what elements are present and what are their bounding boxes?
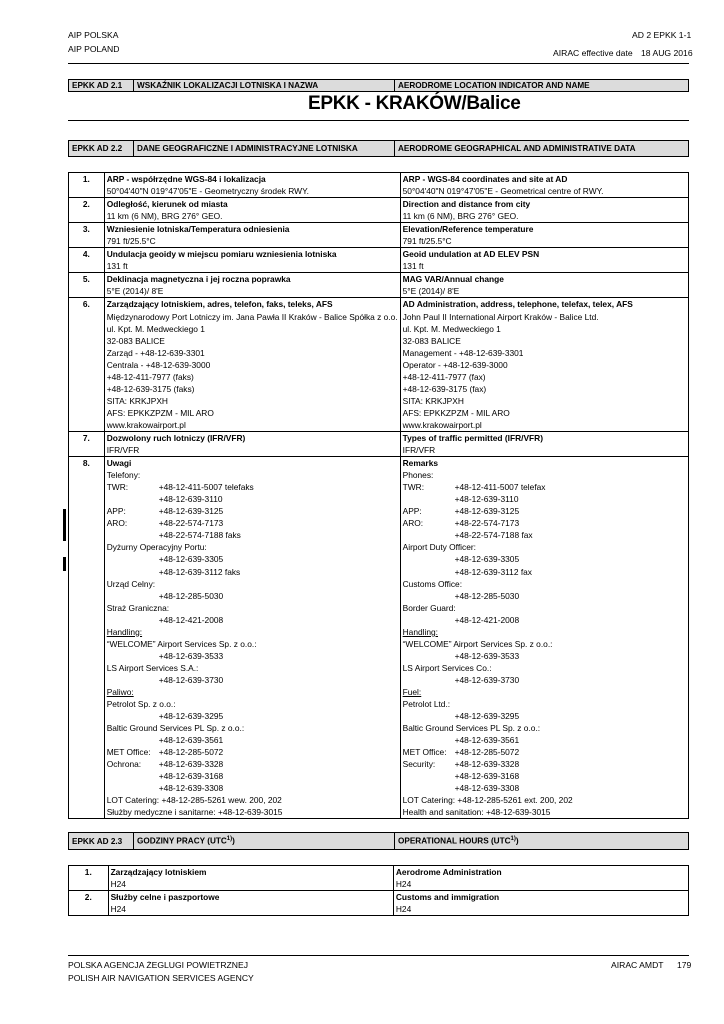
remark-value: +48-12-411-5007 telefax xyxy=(454,482,546,493)
row-number: 1. xyxy=(69,173,105,198)
row-value: Międzynarodowy Port Lotniczy im. Jana Pawła II Kraków - Balice Spółka z o.o. xyxy=(106,311,398,322)
section-title-en: AERODROME LOCATION INDICATOR AND NAME xyxy=(395,80,689,92)
aerodrome-title: EPKK - KRAKÓW/Balice xyxy=(308,93,521,114)
section-2-1-header xyxy=(68,79,689,92)
row-number: 3. xyxy=(69,223,105,248)
remark-text: LS Airport Services S.A.: xyxy=(106,662,199,673)
remark-text: Handling: xyxy=(106,626,143,637)
change-bar xyxy=(63,509,66,541)
row-heading: ARP - WGS-84 coordinates and site at AD xyxy=(402,174,568,184)
row-value: 131 ft xyxy=(106,261,128,272)
row-value: +48-12-639-3175 (fax) xyxy=(402,383,487,394)
remark-line xyxy=(107,806,398,818)
remark-value: +48-12-285-5030 xyxy=(454,590,520,601)
remark-value: +48-12-639-3110 xyxy=(454,494,519,505)
remark-line xyxy=(403,650,686,662)
remark-value: +48-12-421-2008 xyxy=(158,614,224,625)
remark-value: +48-12-639-3533 xyxy=(454,650,520,661)
table-row xyxy=(69,223,689,248)
table-row xyxy=(69,198,689,223)
row-value: IFR/VFR xyxy=(402,445,436,456)
remark-text: Baltic Ground Services PL Sp. z o.o.: xyxy=(402,723,541,734)
remark-text: Służby medyczne i sanitarne: +48-12-639-3015 xyxy=(106,807,283,818)
row-value: 131 ft xyxy=(402,261,424,272)
section-code: EPKK AD 2.2 xyxy=(69,141,134,157)
remark-line xyxy=(107,626,398,638)
section-title-pl: WSKAŹNIK LOKALIZACJI LOTNISKA I NAZWA xyxy=(134,80,395,92)
remark-value: +48-12-639-3112 fax xyxy=(454,566,532,577)
cell-pl xyxy=(104,173,400,198)
remark-value: +48-12-639-3295 xyxy=(454,711,520,722)
remark-value: +48-12-639-3305 xyxy=(158,554,224,565)
row-heading: Elevation/Reference temperature xyxy=(402,224,534,235)
row-number: 7. xyxy=(69,431,105,456)
remark-line xyxy=(403,674,686,686)
remark-value: +48-12-285-5072 xyxy=(158,747,224,758)
row-value: +48-12-639-3175 (faks) xyxy=(106,383,195,394)
section-2-2-header xyxy=(68,140,689,157)
table-row xyxy=(69,431,689,456)
remark-line xyxy=(403,469,686,481)
remark-line xyxy=(107,686,398,698)
remark-text: LOT Catering: +48-12-285-5261 wew. 200, 202 xyxy=(106,795,282,806)
remark-value: +48-12-639-3168 xyxy=(454,771,520,782)
remark-line xyxy=(403,734,686,746)
remark-line xyxy=(107,590,398,602)
table-row xyxy=(69,273,689,298)
row-heading: ARP - współrzędne WGS-84 i lokalizacja xyxy=(106,174,266,184)
table-row xyxy=(69,248,689,273)
row-value: John Paul II International Airport Kraków - Balice Ltd. xyxy=(402,311,599,322)
row-value: SITA: KRKJPXH xyxy=(106,395,168,406)
remark-label: TWR: xyxy=(402,482,425,493)
row-value: ul. Kpt. M. Medweckiego 1 xyxy=(402,323,501,334)
remark-text: Customs Office: xyxy=(402,578,463,589)
footer-amdt-label: AIRAC AMDT xyxy=(611,960,664,970)
row-heading: Służby celne i paszportowe xyxy=(110,892,220,903)
row-value: 50°04'40"N 019°47'05"E - Geometrical centre of RWY. xyxy=(402,186,604,197)
remark-line xyxy=(403,602,686,614)
section-title-pl: GODZINY PRACY (UTC$^{1)}$) xyxy=(134,833,395,850)
remark-text: Handling: xyxy=(402,626,439,637)
table-row xyxy=(69,891,689,916)
row-number: 5. xyxy=(69,273,105,298)
remark-line xyxy=(403,553,686,565)
table-row xyxy=(69,866,689,891)
cell-pl xyxy=(104,248,400,273)
remark-line xyxy=(403,794,686,806)
remark-label: Security: xyxy=(402,759,436,770)
remark-line xyxy=(403,710,686,722)
header-aip-polska: AIP POLSKA xyxy=(68,30,119,40)
cell-en xyxy=(393,891,688,916)
row-value: Operator - +48-12-639-3000 xyxy=(402,359,508,370)
remark-line xyxy=(403,662,686,674)
row-number: 8. xyxy=(69,457,105,819)
row-value: Zarząd - +48-12-639-3301 xyxy=(106,347,205,358)
remark-value: +48-12-285-5072 xyxy=(454,747,520,758)
remark-line xyxy=(107,662,398,674)
row-value: H24 xyxy=(395,879,412,890)
remark-value: +48-12-639-3125 xyxy=(454,506,520,517)
row-value: +48-12-411-7977 (faks) xyxy=(106,371,194,382)
row-number: 4. xyxy=(69,248,105,273)
remark-text: Urząd Celny: xyxy=(106,578,156,589)
remark-line xyxy=(107,493,398,505)
remark-line xyxy=(107,698,398,710)
row-heading: Geoid undulation at AD ELEV PSN xyxy=(402,249,540,260)
remark-value: +48-12-639-3295 xyxy=(158,711,224,722)
remark-label: APP: xyxy=(402,506,422,517)
remark-text: “WELCOME” Airport Services Sp. z o.o.: xyxy=(402,638,553,649)
cell-pl xyxy=(108,866,393,891)
remark-value: +48-12-639-3328 xyxy=(158,759,224,770)
row-value: 32-083 BALICE xyxy=(402,335,461,346)
remark-value: +48-22-574-7188 fax xyxy=(454,530,533,541)
remark-text: LS Airport Services Co.: xyxy=(402,662,492,673)
cell-en xyxy=(400,248,688,273)
row-value: SITA: KRKJPXH xyxy=(402,395,464,406)
row-heading: Aerodrome Administration xyxy=(395,867,502,877)
remark-label: ARO: xyxy=(106,518,128,529)
remark-line xyxy=(107,505,398,517)
row-value: Centrala - +48-12-639-3000 xyxy=(106,359,211,370)
remark-label: Ochrona: xyxy=(106,759,142,770)
row-number: 2. xyxy=(69,891,109,916)
cell-pl xyxy=(104,431,400,456)
cell-pl xyxy=(108,891,393,916)
remark-line xyxy=(107,734,398,746)
section-title-en: AERODROME GEOGRAPHICAL AND ADMINISTRATIVE DATA xyxy=(395,141,689,157)
row-number: 2. xyxy=(69,198,105,223)
remark-value: +48-12-639-3561 xyxy=(158,735,224,746)
remark-value: +48-12-639-3308 xyxy=(158,783,224,794)
remark-line xyxy=(107,578,398,590)
remark-line xyxy=(107,794,398,806)
section-2-3-table xyxy=(68,865,689,916)
remark-value: +48-22-574-7188 faks xyxy=(158,530,241,541)
remark-line xyxy=(403,782,686,794)
row-value: ul. Kpt. M. Medweckiego 1 xyxy=(106,323,205,334)
remark-line xyxy=(403,517,686,529)
section-title-pl: DANE GEOGRAFICZNE I ADMINISTRACYJNE LOTNISKA xyxy=(134,141,395,157)
cell-en xyxy=(400,173,688,198)
remark-value: +48-12-639-3730 xyxy=(454,674,520,685)
cell-pl xyxy=(104,223,400,248)
footer-amdt-number: 179 xyxy=(677,960,692,970)
row-heading: Types of traffic permitted (IFR/VFR) xyxy=(402,432,543,443)
row-heading: Odległość, kierunek od miasta xyxy=(106,199,228,210)
cell-en xyxy=(400,431,688,456)
row-heading: Undulacja geoidy w miejscu pomiaru wzniesienia lotniska xyxy=(106,249,337,260)
remark-line xyxy=(403,578,686,590)
row-number: 1. xyxy=(69,866,109,891)
remarks-en xyxy=(400,457,688,819)
remark-value: +48-12-285-5030 xyxy=(158,590,224,601)
remark-line xyxy=(107,614,398,626)
remark-line xyxy=(403,746,686,758)
remark-value: +48-22-574-7173 xyxy=(454,518,520,529)
row-value: H24 xyxy=(395,904,412,915)
remark-text: Dyżurny Operacyjny Portu: xyxy=(106,542,207,553)
section-2-3-header xyxy=(68,832,689,850)
remark-text: “WELCOME” Airport Services Sp. z o.o.: xyxy=(106,638,257,649)
remark-line xyxy=(107,481,398,493)
remark-line xyxy=(107,517,398,529)
row-heading: Zarządzający lotniskiem xyxy=(110,867,207,877)
remark-line xyxy=(107,541,398,553)
remark-label: ARO: xyxy=(402,518,424,529)
remark-line xyxy=(403,770,686,782)
row-value: 11 km (6 NM), BRG 276° GEO. xyxy=(402,211,519,222)
remark-text: Border Guard: xyxy=(402,602,456,613)
remark-line xyxy=(107,722,398,734)
row-value: 791 ft/25.5°C xyxy=(402,236,452,247)
remark-line xyxy=(107,529,398,541)
remark-label: MET Office: xyxy=(402,747,447,758)
footer-agency-en: POLISH AIR NAVIGATION SERVICES AGENCY xyxy=(68,973,254,983)
row-value: Management - +48-12-639-3301 xyxy=(402,347,524,358)
remark-label: MET Office: xyxy=(106,747,151,758)
cell-pl xyxy=(104,198,400,223)
section-code: EPKK AD 2.1 xyxy=(69,80,134,92)
remark-value: +48-12-639-3168 xyxy=(158,771,224,782)
remark-text: Fuel: xyxy=(402,686,422,697)
remark-value: +48-12-639-3110 xyxy=(158,494,223,505)
remark-line xyxy=(107,674,398,686)
row-heading: AD Administration, address, telephone, telefax, telex, AFS xyxy=(402,299,633,310)
row-heading: Wzniesienie lotniska/Temperatura odniesienia xyxy=(106,224,290,235)
remark-value: +48-12-421-2008 xyxy=(454,614,520,625)
cell-pl xyxy=(104,298,400,432)
row-heading: MAG VAR/Annual change xyxy=(402,274,504,285)
remark-line xyxy=(403,493,686,505)
row-heading: Deklinacja magnetyczna i jej roczna poprawka xyxy=(106,274,291,285)
row-value: AFS: EPKKZPZM - MIL ARO xyxy=(402,407,510,418)
row-value: IFR/VFR xyxy=(106,445,140,456)
remark-value: +48-12-639-3533 xyxy=(158,650,224,661)
header-rule xyxy=(68,63,689,64)
row-heading: Direction and distance from city xyxy=(402,199,531,210)
row-value: +48-12-411-7977 (fax) xyxy=(402,371,486,382)
remark-text: Petrolot Sp. z o.o.: xyxy=(106,699,176,710)
remark-label: TWR: xyxy=(106,482,129,493)
remark-line xyxy=(107,770,398,782)
remark-value: +48-12-639-3328 xyxy=(454,759,520,770)
remark-value: +48-22-574-7173 xyxy=(158,518,224,529)
remark-line xyxy=(403,638,686,650)
row-value: www.krakowairport.pl xyxy=(106,419,186,430)
table-row xyxy=(69,173,689,198)
remarks-pl xyxy=(104,457,400,819)
row-heading: Customs and immigration xyxy=(395,892,500,903)
remark-text: Telefony: xyxy=(106,470,141,481)
remark-text: Phones: xyxy=(402,470,434,481)
remark-line xyxy=(403,626,686,638)
remark-line xyxy=(403,481,686,493)
cell-en xyxy=(400,298,688,432)
cell-en xyxy=(400,273,688,298)
remark-line xyxy=(107,710,398,722)
remark-text: Airport Duty Officer: xyxy=(402,542,477,553)
header-airac-label: AIRAC effective date xyxy=(553,48,633,58)
cell-en xyxy=(393,866,688,891)
remark-line xyxy=(403,529,686,541)
row-value: 32-083 BALICE xyxy=(106,335,165,346)
remark-text: LOT Catering: +48-12-285-5261 ext. 200, 202 xyxy=(402,795,573,806)
table-row xyxy=(69,298,689,432)
header-aip-poland: AIP POLAND xyxy=(68,44,120,54)
row-value: 11 km (6 NM), BRG 276° GEO. xyxy=(106,211,223,222)
remark-text: Petrolot Ltd.: xyxy=(402,699,451,710)
section-title-en: OPERATIONAL HOURS (UTC$^{1)}$) xyxy=(395,833,689,850)
remark-line xyxy=(403,614,686,626)
row-heading: Dozwolony ruch lotniczy (IFR/VFR) xyxy=(106,432,246,443)
row-heading: Zarządzający lotniskiem, adres, telefon, faks, teleks, AFS xyxy=(106,299,333,310)
header-airac-date: 18 AUG 2016 xyxy=(641,48,693,58)
footer-agency-pl: POLSKA AGENCJA ŻEGLUGI POWIETRZNEJ xyxy=(68,960,249,970)
remark-line xyxy=(403,758,686,770)
remark-line xyxy=(107,782,398,794)
change-bar xyxy=(63,557,66,571)
cell-pl xyxy=(104,273,400,298)
remark-line xyxy=(107,638,398,650)
remark-value: +48-12-639-3308 xyxy=(454,783,520,794)
title-rule xyxy=(68,120,689,121)
remark-label: APP: xyxy=(106,506,126,517)
remark-text: Health and sanitation: +48-12-639-3015 xyxy=(402,807,551,818)
remark-line xyxy=(403,686,686,698)
remark-line xyxy=(107,758,398,770)
remark-line xyxy=(403,566,686,578)
row-value: www.krakowairport.pl xyxy=(402,419,482,430)
remark-line xyxy=(107,469,398,481)
table-row xyxy=(69,457,689,819)
row-heading: Remarks xyxy=(402,458,439,469)
row-heading: Uwagi xyxy=(106,458,132,469)
remark-value: +48-12-639-3730 xyxy=(158,674,224,685)
section-2-2-table xyxy=(68,172,689,819)
remark-text: Baltic Ground Services PL Sp. z o.o.: xyxy=(106,723,245,734)
remark-line xyxy=(403,722,686,734)
cell-en xyxy=(400,223,688,248)
row-value: 791 ft/25.5°C xyxy=(106,236,156,247)
row-value: 5°E (2014)/ 8'E xyxy=(402,286,460,297)
remark-value: +48-12-639-3561 xyxy=(454,735,520,746)
footer-rule xyxy=(68,955,689,956)
cell-en xyxy=(400,198,688,223)
remark-line xyxy=(107,602,398,614)
remark-line xyxy=(107,650,398,662)
remark-value: +48-12-639-3125 xyxy=(158,506,224,517)
row-value: AFS: EPKKZPZM - MIL ARO xyxy=(106,407,214,418)
remark-line xyxy=(403,806,686,818)
row-value: H24 xyxy=(110,904,126,915)
remark-text: Paliwo: xyxy=(106,686,134,697)
header-page-code: AD 2 EPKK 1-1 xyxy=(632,30,692,40)
row-value: 50°04'40"N 019°47'05"E - Geometryczny środek RWY. xyxy=(106,186,309,197)
remark-line xyxy=(403,541,686,553)
remark-line xyxy=(107,566,398,578)
remark-line xyxy=(403,505,686,517)
remark-line xyxy=(107,553,398,565)
remark-line xyxy=(403,590,686,602)
remark-line xyxy=(403,698,686,710)
remark-text: Straż Graniczna: xyxy=(106,602,170,613)
row-value: H24 xyxy=(110,879,126,890)
remark-value: +48-12-639-3112 faks xyxy=(158,566,241,577)
row-value: 5°E (2014)/ 8'E xyxy=(106,286,164,297)
remark-line xyxy=(107,746,398,758)
section-code: EPKK AD 2.3 xyxy=(69,833,134,850)
remark-value: +48-12-639-3305 xyxy=(454,554,520,565)
remark-value: +48-12-411-5007 telefaks xyxy=(158,482,254,493)
row-number: 6. xyxy=(69,298,105,432)
